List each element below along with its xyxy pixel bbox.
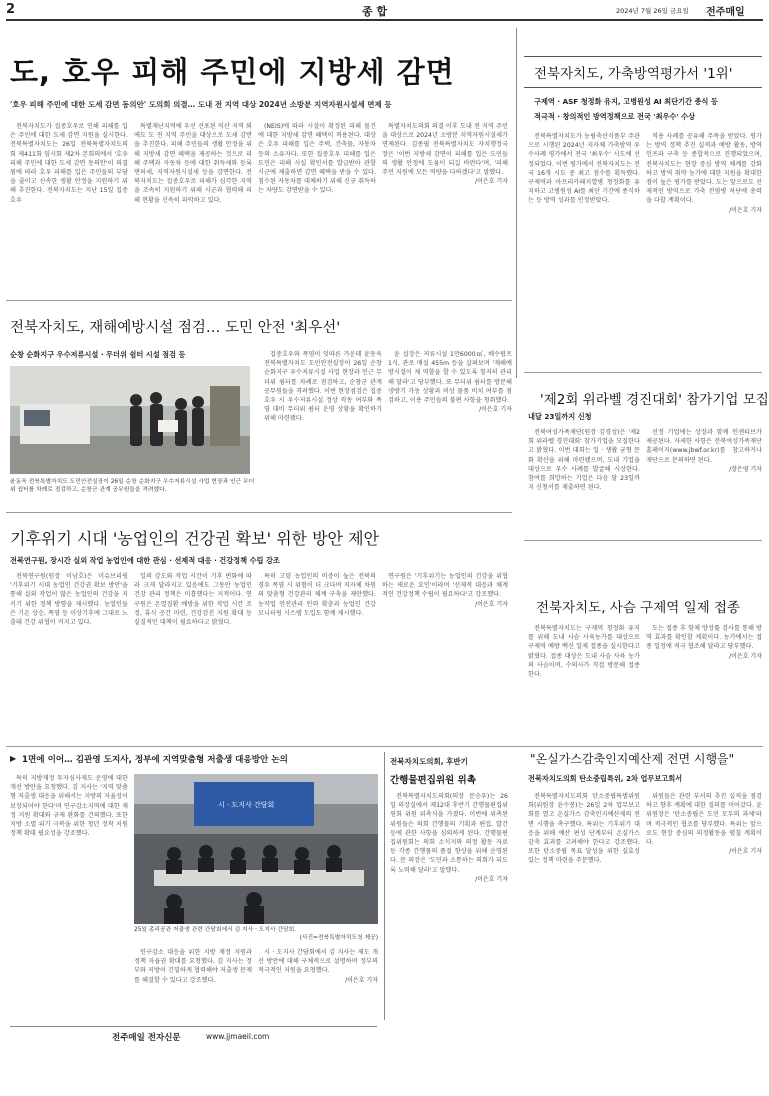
- recruit-headline: '제2회 위라벨 경진대회' 참가기업 모집: [540, 392, 769, 408]
- council-column-1: 전북특별자치도의회(의장 문승우)는 26일 의장실에서 제12대 후반기 간행물편집위원회 위원 위촉식을 가졌다. 이번에 위촉된 위원들은 의회 간행물의 기획과 편집, 발간 등에 관한 사항을 심의하게 된다. 간행물편집위원회는 의회 소식지와 의정 활동 자료 등 각종 간행물의 품질 향상을 위해 운영된다. 문 의장은 '도민과 소통하는 의회가 되도록 노력해 달라'고 말했다. /이은호 기자: [390, 793, 508, 883]
- livestock-column-1: 전북특별자치도가 농림축산식품부 주관으로 시행된 2024년 지자체 가축방역 우수사례 평가에서 전국 '최우수' 시도에 선정되었다. 이번 평가에서 전북자치도는 전국 16개 시도 중 최고 점수를 획득했다. 구제역과 아프리카돼지열병 청정화를 유지하고 고병원성 AI를 최단 기간에 종식하는 등 방역 성과를 인정받았다.: [528, 133, 640, 205]
- recruit-column-2: 선정 기업에는 상장과 함께 인센티브가 제공된다. 자세한 사항은 전북여성가족재단 홈페이지(www.jbwf.or.kr)를 참고하거나 재단으로 문의하면 된다. /장은영 기자: [646, 429, 762, 473]
- aid-column-1: 전북특별자치도는 구제역 청정화 유지를 위해 도내 사슴 사육농가를 대상으로 구제역 예방 백신 일제 접종을 실시한다고 밝혔다. 접종 대상은 도내 사슴 사육 농가의 사슴이며, 수의사가 직접 방문해 접종한다.: [528, 625, 640, 679]
- disaster-photo-caption: 윤동욱 전북특별자치도 도민안전실장이 26일 순창 순화지구 우수저류시설 사업 현장과 인근 무더위 쉼터를 차례로 점검하고, 순창군 관계 공무원들을 격려했다.: [10, 479, 255, 493]
- climate-subhead: 전북연구원, 장시간 실외 작업 농업인에 대한 관심 · 선제적 대응 · 건강정책 수립 강조: [10, 556, 280, 565]
- council-divider: [384, 752, 385, 1020]
- aid-column-2: 도는 접종 후 항체 양성률 검사를 통해 방역 효과를 확인할 계획이다. 농가에서는 접종 일정에 적극 협조해 달라고 당부했다. /이은호 기자: [646, 625, 762, 660]
- lead-column-4: 특별자치도의회 의결 이후 도내 전 지역 주민을 대상으로 2024년 소방분 지역자원시설세가 면제된다. 김종필 전북특별자치도 자치행정국장은 '이번 지방세 감면이 피해를 입은 도민들의 생활 안정에 도움이 되길 바란다'며, '피해 주민 지원에 모든 역량을 다하겠다'고 말했다. /이은호 기자: [382, 123, 508, 186]
- carbon-subhead: 전북자치도의회 탄소중립특위, 2차 업무보고회서: [528, 774, 683, 783]
- footer-paper-name: 전주매일 전자신문: [112, 1033, 181, 1043]
- livestock-column-2: 적용 사례를 공유해 주목을 받았다. 평가는 방역 정책 추진 실적과 예방 활동, 방역 인프라 구축 등 종합적으로 진행되었으며, 전북자치도는 현장 중심 방역 체계를 강화하고 방역 취약 농가에 대한 지원을 확대한 점이 높은 평가를 받았다. 도는 앞으로도 선제적인 방역으로 가축 전염병 차단에 총력을 다할 계획이다. /이은호 기자: [646, 133, 762, 214]
- carbon-column-2: 위원들은 관련 부서의 추진 실적을 점검하고 향후 계획에 대한 질의를 이어갔다. 윤 위원장은 '탄소중립은 도민 모두의 과제'라며 적극적인 협조를 당부했다. 특위는 앞으로도 현장 중심의 의정활동을 펼칠 계획이다. /이은호 기자: [646, 793, 762, 856]
- recruit-subhead: 내달 23일까지 신청: [528, 412, 592, 421]
- governor-banner: [10, 752, 296, 766]
- governor-banner-text: 1면에 이어… 김관영 도지사, 정부에 지역맞춤형 저출생 대응방안 논의: [22, 755, 288, 765]
- governor-photo-caption: [134, 926, 378, 944]
- livestock-sub2: 적극적 · 창의적인 방역정책으로 전국 '최우수' 수상: [534, 112, 696, 121]
- disaster-subhead: 순창 순화지구 우수저류시설 · 무더위 쉼터 시설 점검 등: [10, 350, 186, 359]
- disaster-column-1: 집중호우와 폭염이 잇따른 가운데 윤동욱 전북특별자치도 도민안전실장이 26일 순창 순화지구 우수저류시설 사업 현장과 인근 무더위 쉼터를 차례로 점검하고, 순창군 관계 공무원들을 격려했다. 이번 현장점검은 집중호우 시 우수저류시설 정상 작동 여부와 폭염 대비 무더위 쉼터 운영 상황을 확인하기 위해 마련됐다.: [264, 351, 382, 423]
- paper-name: 전주매일: [706, 7, 745, 18]
- disaster-headline: 전북자치도, 재해예방시설 점검… 도민 안전 '최우선': [10, 320, 341, 336]
- section-divider-5: [6, 746, 763, 747]
- footer-url-link[interactable]: www.jjmaeil.com: [206, 1032, 270, 1041]
- livestock-sub1: 구제역 · ASF 청정화 유지, 고병원성 AI 최단기간 종식 등: [534, 97, 718, 106]
- page-number: 2: [6, 2, 16, 17]
- disaster-photo: [10, 366, 250, 474]
- governor-column-3: 시 · 도지사 간담회에서 김 지사는 제도 개선 방안에 대해 구체적으로 설명하며 정부의 적극적인 지원을 요청했다. /이은호 기자: [258, 949, 378, 984]
- section-divider-2: [524, 372, 762, 373]
- section-divider-4: [524, 540, 762, 541]
- climate-headline: 기후위기 시대 '농업인의 건강권 확보' 위한 방안 제안: [10, 529, 379, 548]
- council-headline: 간행물편집위원 위촉: [390, 775, 476, 786]
- recruit-column-1: 전북여성가족재단(원장 김경성)은 '제2회 위라벨 경진대회' 참가기업을 모집한다고 밝혔다. 이번 대회는 일 · 생활 균형 문화 확산을 위해 마련됐으며, 도내 기업을 대상으로 우수 사례를 발굴해 시상한다. 참여를 희망하는 기업은 다음 달 23일까지 신청서를 제출하면 된다.: [528, 429, 640, 492]
- governor-column-2: 인구감소 대응을 위한 지방 재정 지원과 정책 자율권 확대를 요청했다. 김 지사는 정부와 지방이 긴밀하게 협력해야 저출생 문제를 해결할 수 있다고 강조했다.: [134, 949, 252, 984]
- lead-column-2: 특별재난지역에 우선 선포된 익산 지역 외에도 도 전 지역 주민을 대상으로 도세 감면을 추진한다. 피해 주민들의 생활 안정을 위해 지방세 감면 혜택을 제공하는 것으로 피해 주택과 자동차 등에 대한 취득세와 등록면허세, 지역자원시설세 등을 감면한다. 전북자치도는 집중호우로 피해가 심각한 지역을 조속히 지원하기 위해 시군과 협력해 피해 현황을 신속히 파악하고 있다.: [134, 123, 252, 204]
- aid-headline: 전북자치도, 사슴 구제역 일제 접종: [536, 600, 741, 616]
- governor-photo: [134, 774, 378, 924]
- carbon-column-1: 전북특별자치도의회 탄소중립특별위원회(위원장 윤수봉)는 26일 2차 업무보고회를 열고 온실가스 감축인지예산제의 전면 시행을 촉구했다. 특위는 기후위기 대응을 위해 예산 편성 단계부터 온실가스 감축 효과를 고려해야 한다고 강조했다. 또한 탄소중립 목표 달성을 위한 실효성 있는 정책 마련을 주문했다.: [528, 793, 640, 865]
- climate-column-3: 특히 고령 농업인의 비중이 높은 전북의 경우 폭염 시 위험이 더 크다며 지자체 차원의 맞춤형 건강관리 체계 구축을 제안했다. 농작업 안전관리 인력 확충과 농업인 건강 모니터링 시스템 도입도 함께 제시했다.: [258, 573, 376, 617]
- governor-column-1: 특히 지방재정 투자심사제도 운영에 대한 개선 방안을 요청했다. 김 지사는 '지역 맞춤형 저출생 대응을 위해서는 지방의 자율성이 보장되어야 한다'며 인구감소지역에 대한 재정 지원 확대와 규제 완화를 건의했다. 또한 지방 소멸 위기 극복을 위한 청년 정착 지원 정책 확대 필요성을 강조했다.: [10, 775, 128, 838]
- page-header: [6, 2, 763, 18]
- inspection-scene-image: [10, 366, 250, 474]
- governor-caption-text: 25일 총리공관 저출생 관련 간담회에서 김 지사 · 도지사 간담회.: [134, 927, 297, 933]
- section-divider-3: [6, 512, 512, 513]
- lead-subhead: '호우 피해 주민에 대한 도세 감면 동의안' 도의회 의결… 도내 전 지역 대상 2024년 소방분 지역자원시설세 면제 등: [10, 100, 392, 109]
- lead-column-3: (NEIS)에 따라 시설이 확정된 피해 물건에 대한 지방세 감면 혜택이 적용된다. 대상은 호우 피해를 입은 주택, 건축물, 자동차 등의 소유자다. 또한 집중호우 피해를 입은 도민은 피해 사실 확인서를 발급받아 관할 시군에 제출하면 감면 혜택을 받을 수 있다. 침수된 자동차를 대체하기 위해 신규 취득하는 차량도 감면받을 수 있다.: [258, 123, 376, 195]
- header-rule: [6, 19, 763, 21]
- screen-label: 시 · 도지사 간담회: [218, 801, 275, 809]
- livestock-headline: 전북자치도, 가축방역평가서 '1위': [534, 66, 733, 82]
- climate-column-1: 전북연구원(원장 이남호)은 이슈브리핑 '기후위기 시대 농업인 건강권 확보 방안'을 통해 실외 작업이 많은 농업인의 건강을 지키기 위한 정책 방향을 제시했다. 농업인들은 기온 상승, 폭염 등 이상기후에 그대로 노출돼 건강 위협이 커지고 있다.: [10, 573, 128, 627]
- issue-date: 2024년 7월 26일 금요일: [616, 7, 689, 15]
- disaster-column-2: 윤 실장은 저류시설 1만6000㎥, 배수펌프 1식, 관로 매설 455m 등을 살펴보며 '재해예방시설이 제 역할을 할 수 있도록 철저히 관리해 달라'고 당부했다. 또 무더위 쉼터를 방문해 냉방기 가동 상황과 비상 물품 비치 여부를 점검하고, 이용 주민들의 불편 사항을 청취했다. /이은호 기자: [388, 351, 512, 414]
- section-label: 종 합: [362, 5, 388, 18]
- governor-photo-credit: (사진=전북특별자치도청 제공): [299, 935, 378, 941]
- council-banner: 전북자치도의회, 후반기: [390, 757, 468, 766]
- column-divider: [516, 28, 517, 378]
- lead-headline: 도, 호우 피해 주민에 지방세 감면: [10, 55, 455, 89]
- climate-column-4: 연구원은 '기후위기는 농업인의 건강을 위협하는 새로운 요인'이라며 '선제적 대응과 체계적인 건강정책 수립이 필요하다'고 강조했다. /이은호 기자: [382, 573, 508, 608]
- lead-column-1: 전북자치도가 집중호우로 인해 피해를 입은 주민에 대한 도세 감면 지원을 실시한다. 전북특별자치도는 26일 전북특별자치도의회 제411회 임시회 제2차 본회의에서 '호우 피해 주민에 대한 도세 감면 동의안'이 의결됨에 따라 호우 피해를 입은 주민들의 부담을 줄이고 신속한 생활 안정을 지원하기 위해 추진한다. 전북자치도는 지난 15일 집중호우: [10, 123, 128, 204]
- carbon-headline: "온실가스감축인지예산제 전면 시행을": [530, 752, 735, 766]
- section-divider-1: [6, 300, 512, 301]
- meeting-scene-image: [134, 774, 378, 924]
- climate-column-2: 일의 강도와 작업 시간이 기후 변화에 따라 크게 달라지고 있음에도 그동안 농업인 건강 관리 정책은 미흡했다는 지적이다. 연구원은 온열질환 예방을 위한 작업 시간 조정, 휴식 공간 마련, 건강검진 지원 확대 등 실질적인 대책이 필요하다고 밝혔다.: [134, 573, 252, 627]
- footer-bar: [10, 1026, 377, 1043]
- continued-marker-icon: ▶: [10, 754, 17, 763]
